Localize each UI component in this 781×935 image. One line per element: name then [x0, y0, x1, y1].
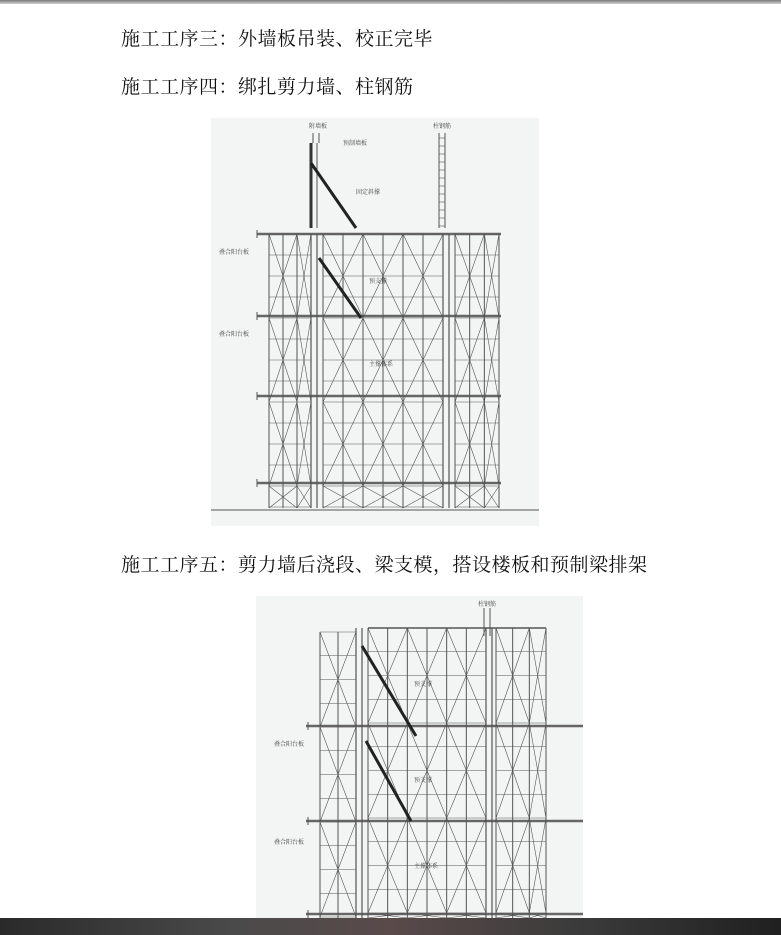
fig1-label-4: 叠合阳台板 [219, 249, 250, 256]
window-top-edge [0, 0, 781, 4]
fig2-label-1: 叠合阳台板 [274, 741, 305, 748]
fig2-label-2: 叠合阳台板 [274, 839, 305, 846]
fig2-label-5: 主撑体系 [414, 863, 439, 870]
fig1-label-2: 柱钢筋 [433, 123, 452, 130]
step-3-text: 施工工序三：外墙板吊装、校正完毕 [121, 28, 434, 50]
fig1-label-6: 预支撑 [369, 278, 388, 285]
step-5-text: 施工工序五：剪力墙后浇段、梁支模，搭设楼板和预制梁排架 [121, 554, 648, 576]
fig2-label-3: 预支撑 [414, 681, 433, 688]
fig1-label-3: 固定斜撑 [356, 189, 381, 196]
step-5-diagram [256, 596, 583, 918]
fig1-label-0: 附墙板 [309, 123, 328, 130]
fig2-label-4: 预支撑 [414, 777, 433, 784]
fig1-label-5: 叠合阳台板 [219, 331, 250, 338]
fig2-label-0: 柱钢筋 [478, 601, 497, 608]
fig1-label-7: 主撑体系 [369, 361, 394, 368]
taskbar-strip [0, 918, 781, 935]
fig1-label-1: 预制墙板 [343, 140, 368, 147]
step-4-diagram [211, 118, 539, 526]
step-4-text: 施工工序四：绑扎剪力墙、柱钢筋 [121, 76, 414, 98]
